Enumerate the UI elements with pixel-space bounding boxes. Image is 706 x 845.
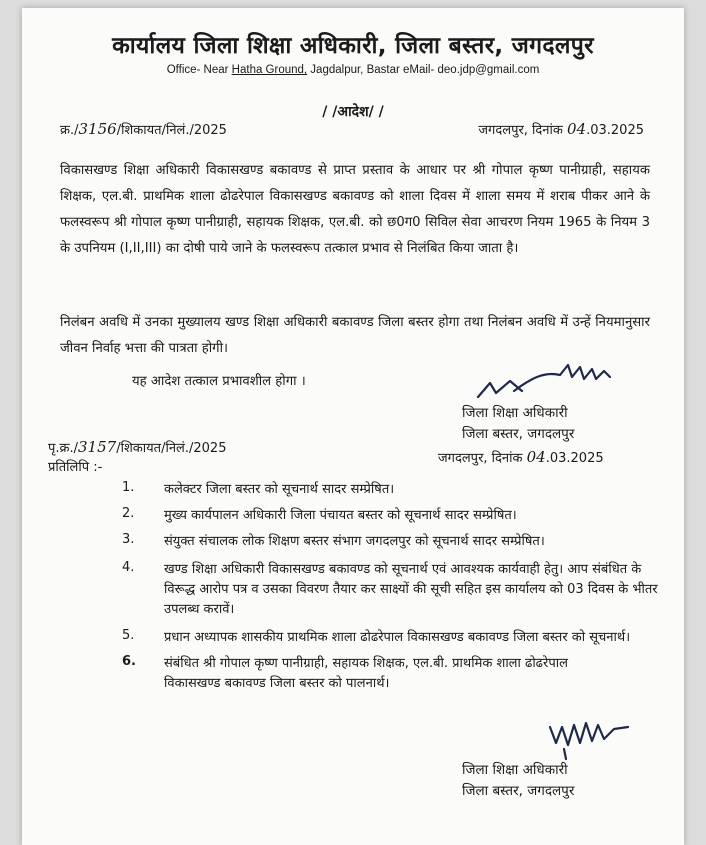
office-title: कार्यालय जिला शिक्षा अधिकारी, जिला बस्तर, जगदलपुर — [112, 33, 594, 59]
list-item: 4. खण्ड शिक्षा अधिकारी विकासखण्ड बकावण्ड को सूचनार्थ एवं आवश्यक कार्यवाही हेतु। आप संबंधित के विरूद्ध आरोप पत्र व उसका विवरण तैयार कर साक्ष्यों की सूची सहित इस कार्यालय को 03 दिवस के भीतर उपलब्ध करावें। — [122, 560, 658, 617]
order-heading: / /आदेश/ / — [322, 104, 384, 120]
handwritten-ref-number: 3156 — [78, 120, 117, 138]
list-item: 5. प्रधान अध्यापक शासकीय प्राथमिक शाला ढोढरेपाल विकासखण्ड बकावण्ड जिला बस्तर को सूचनार्थ। — [122, 628, 631, 645]
order-date: जगदलपुर, दिनांक 04.03.2025 — [478, 120, 644, 138]
order-paragraph-2: निलंबन अवधि में उनका मुख्यालय खण्ड शिक्षा अधिकारी बकावण्ड जिला बस्तर होगा तथा निलंबन अवधि में उन्हें नियमानुसार जीवन निर्वाह भत्ता की पात्रता होगी। — [60, 315, 650, 356]
order-paragraph-3: यह आदेश तत्काल प्रभावशील होगा । — [132, 374, 306, 389]
list-item: 3. संयुक्त संचालक लोक शिक्षण बस्तर संभाग जगदलपुर को सूचनार्थ सादर सम्प्रेषित। — [122, 532, 545, 549]
signature-1-icon — [470, 361, 620, 409]
handwritten-ref-number-2: 3157 — [78, 438, 117, 456]
signature-block-2 — [462, 760, 574, 802]
list-item: 2. मुख्य कार्यपालन अधिकारी जिला पंचायत बस्तर को सूचनार्थ सादर सम्प्रेषित। — [122, 506, 517, 523]
signatory-title: जिला शिक्षा अधिकारी — [462, 405, 568, 421]
signature-2-icon — [544, 713, 644, 761]
endorsement-reference: पृ.क्र./3157/शिकायत/निलं./2025 — [48, 438, 227, 456]
order-paragraph-1: विकासखण्ड शिक्षा अधिकारी विकासखण्ड बकावण्ड से प्राप्त प्रस्ताव के आधार पर श्री गोपाल कृष्ण पानीग्राही, सहायक शिक्षक, एल.बी. प्राथमिक शाला ढोढरेपाल विकासखण्ड बकावण्ड को शाला दिवस में शाला समय में शराब पीकर आने के फलस्वरूप श्री गोपाल कृष्ण पानीग्राही, सहायक शिक्षक, एल.बी. को छ0ग0 सिविल सेवा आचरण नियम 1965 के नियम 3 के उपनियम (I,II,III) का दोषी पाये जाने के फलस्वरूप तत्काल प्रभाव से निलंबित किया जाता है। — [60, 163, 650, 256]
signature-block-1 — [462, 403, 574, 445]
copy-to-label: प्रतिलिपि :- — [48, 460, 103, 475]
signatory-location: जिला बस्तर, जगदलपुर — [462, 426, 575, 442]
document-page — [22, 8, 684, 845]
handwritten-date-day: 04 — [567, 120, 587, 138]
list-item: 6. संबंधित श्री गोपाल कृष्ण पानीग्राही, सहायक शिक्षक, एल.बी. प्राथमिक शाला ढोढरेपाल विकासखण्ड बकावण्ड जिला बस्तर को पालनार्थ। — [122, 654, 568, 691]
handwritten-date-day-2: 04 — [526, 448, 546, 466]
list-item: 1. कलेक्टर जिला बस्तर को सूचनार्थ सादर सम्प्रेषित। — [122, 480, 395, 497]
office-address: Office- Near Hatha Ground, Jagdalpur, Bastar eMail- deo.jdp@gmail.com — [166, 64, 540, 76]
endorsement-date: जगदलपुर, दिनांक 04.03.2025 — [438, 448, 604, 466]
order-reference: क्र./3156/शिकायत/निलं./2025 — [60, 120, 227, 138]
copy-list — [122, 480, 662, 700]
signatory-title: जिला शिक्षा अधिकारी — [462, 762, 568, 778]
signatory-location: जिला बस्तर, जगदलपुर — [462, 783, 575, 799]
